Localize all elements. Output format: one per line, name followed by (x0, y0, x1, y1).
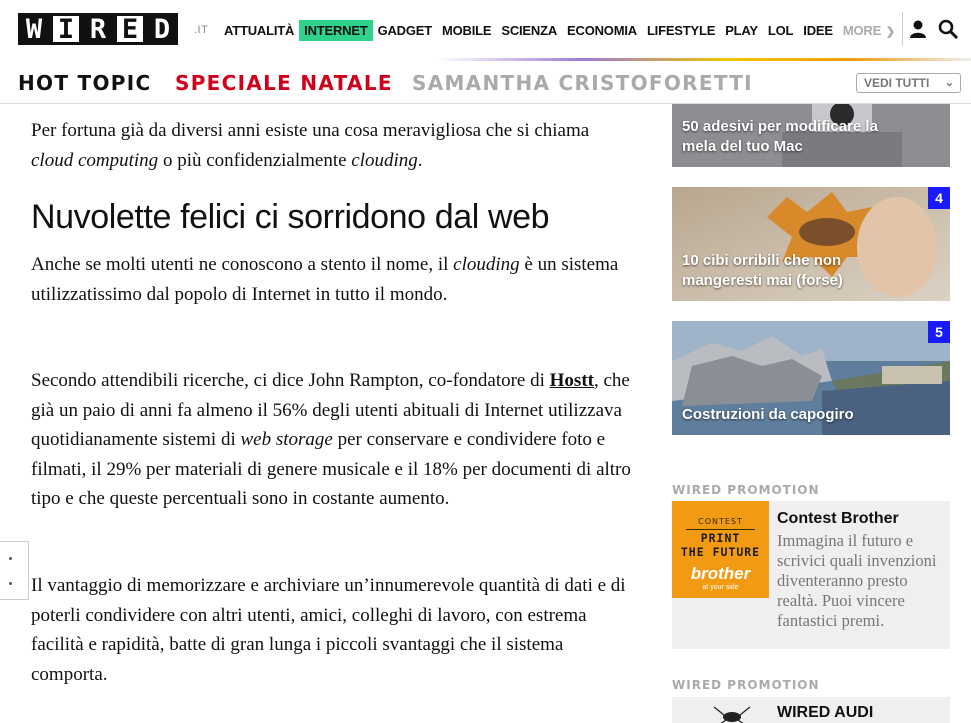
nav-item-economia[interactable]: ECONOMIA (567, 23, 637, 38)
gallery-card-caption: Costruzioni da capogiro (682, 406, 854, 423)
promo-title: WIRED AUDI (777, 704, 874, 721)
logo-letter: W (18, 13, 50, 45)
nav-item-lifestyle[interactable]: LIFESTYLE (646, 23, 716, 38)
article-paragraph (31, 250, 636, 309)
nav-item-internet[interactable]: INTERNET (299, 20, 372, 41)
hostt-link[interactable]: Hostt (549, 370, 594, 391)
promo-image-divider (686, 529, 755, 530)
nav-item-mobile[interactable]: MOBILE (442, 23, 492, 38)
gallery-card-caption: 10 cibi orribili che non mangeresti mai (forse) (682, 252, 843, 289)
promotion-label: WIRED PROMOTION (672, 483, 820, 497)
text-run-italic: clouding (453, 254, 520, 275)
user-icon[interactable] (907, 18, 929, 40)
nav-item-idee[interactable]: IDEE (803, 23, 833, 38)
text-run-italic: cloud computing (31, 149, 159, 171)
main-nav (219, 20, 900, 41)
article-paragraph (31, 116, 636, 175)
wired-logo[interactable] (18, 13, 178, 45)
brother-tagline: at your side (702, 584, 739, 591)
see-all-label: VEDI TUTTI (864, 76, 930, 90)
article-paragraph (31, 366, 636, 514)
article-paragraph: Il vantaggio di memorizzare e archiviare un’innumerevole quantità di dati e di poterli condividere con altri utenti, amici, colleghi di lavoro, con estrema facilità e rapidità, batte di gran lunga i piccoli svantaggi che il sistema comporta. (31, 575, 626, 685)
nav-item-lol[interactable]: LOL (767, 23, 794, 38)
promo-image-line-1: PRINT (700, 531, 741, 545)
text-run: , che già un paio di anni fa almeno il 56% degli utenti abituali di Internet utilizzava quotidianamente sistemi di (31, 370, 630, 450)
logo-letter: R (82, 13, 114, 45)
promo-image (672, 501, 769, 598)
chevron-down-icon: ❯ (883, 26, 895, 38)
promo-card[interactable] (672, 501, 950, 649)
hot-topic-label: HOT TOPIC (18, 71, 152, 95)
gallery-card[interactable] (672, 321, 950, 435)
dot-icon (9, 582, 12, 585)
dot-icon (9, 557, 12, 560)
promo-description: Immagina il futuro e scrivici quali invenzioni diventeranno presto realtà. Puoi vincere fantastici premi. (777, 531, 937, 630)
gallery-number-badge: 4 (928, 187, 950, 209)
text-run: per conservare e condividere foto e filmati, il 29% per materiali di genere musicale e il 18% per documenti di altro tipo e che queste percentuali sono in costante aumento. (31, 429, 631, 509)
gallery-card[interactable] (672, 104, 950, 167)
chevron-down-icon: ⌄ (944, 77, 954, 89)
nav-item-scienza[interactable]: SCIENZA (501, 23, 558, 38)
text-run-italic: clouding (351, 149, 418, 171)
nav-divider (902, 12, 903, 46)
promo-card[interactable] (672, 697, 950, 723)
insect-icon (712, 701, 752, 723)
logo-letter: E (114, 13, 146, 45)
nav-item-attualita[interactable]: ATTUALITÀ (224, 23, 295, 38)
text-run: o più confidenzialmente (158, 149, 352, 171)
nav-more-button[interactable] (838, 20, 900, 41)
logo-suffix: .IT (194, 24, 209, 36)
text-run-italic: web storage (240, 429, 333, 450)
hot-topic-link[interactable]: SPECIALE NATALE (175, 71, 393, 95)
logo-letter: D (146, 13, 178, 45)
nav-more-label: MORE (842, 23, 882, 38)
hot-topic-bar (0, 61, 971, 104)
gallery-card-caption: 50 adesivi per modificare la mela del tuo Mac (682, 118, 878, 155)
nav-item-play[interactable]: PLAY (725, 23, 758, 38)
hot-topic-link[interactable]: SAMANTHA CRISTOFORETTI (412, 71, 753, 95)
top-navigation-bar (0, 0, 971, 61)
promo-image-line (672, 531, 769, 559)
gallery-number-badge: 5 (928, 321, 950, 343)
search-icon[interactable] (937, 18, 959, 40)
text-run: è un sistema utilizzatissimo dal popolo di Internet in tutto il mondo. (31, 254, 619, 305)
text-run: Per fortuna già da diversi anni esiste una cosa meravigliosa che si chiama (31, 120, 590, 141)
promotion-label: WIRED PROMOTION (672, 678, 820, 692)
text-run: Secondo attendibili ricerche, ci dice John Rampton, co-fondatore di (31, 370, 550, 391)
logo-letter: I (50, 13, 82, 45)
text-run: Anche se molti utenti ne conoscono a stento il nome, il (31, 254, 454, 275)
article-subheading: Nuvolette felici ci sorridono dal web (31, 198, 550, 236)
text-run: . (417, 149, 423, 171)
nav-item-gadget[interactable]: GADGET (377, 23, 432, 38)
promo-title: Contest Brother (777, 510, 899, 527)
see-all-button[interactable] (856, 73, 961, 93)
promo-image-line-2: THE FUTURE (680, 545, 761, 559)
share-side-tab[interactable] (0, 541, 29, 600)
brother-logo: brother (690, 564, 751, 583)
promo-image-contest: CONTEST (698, 517, 743, 526)
gallery-card[interactable] (672, 187, 950, 301)
